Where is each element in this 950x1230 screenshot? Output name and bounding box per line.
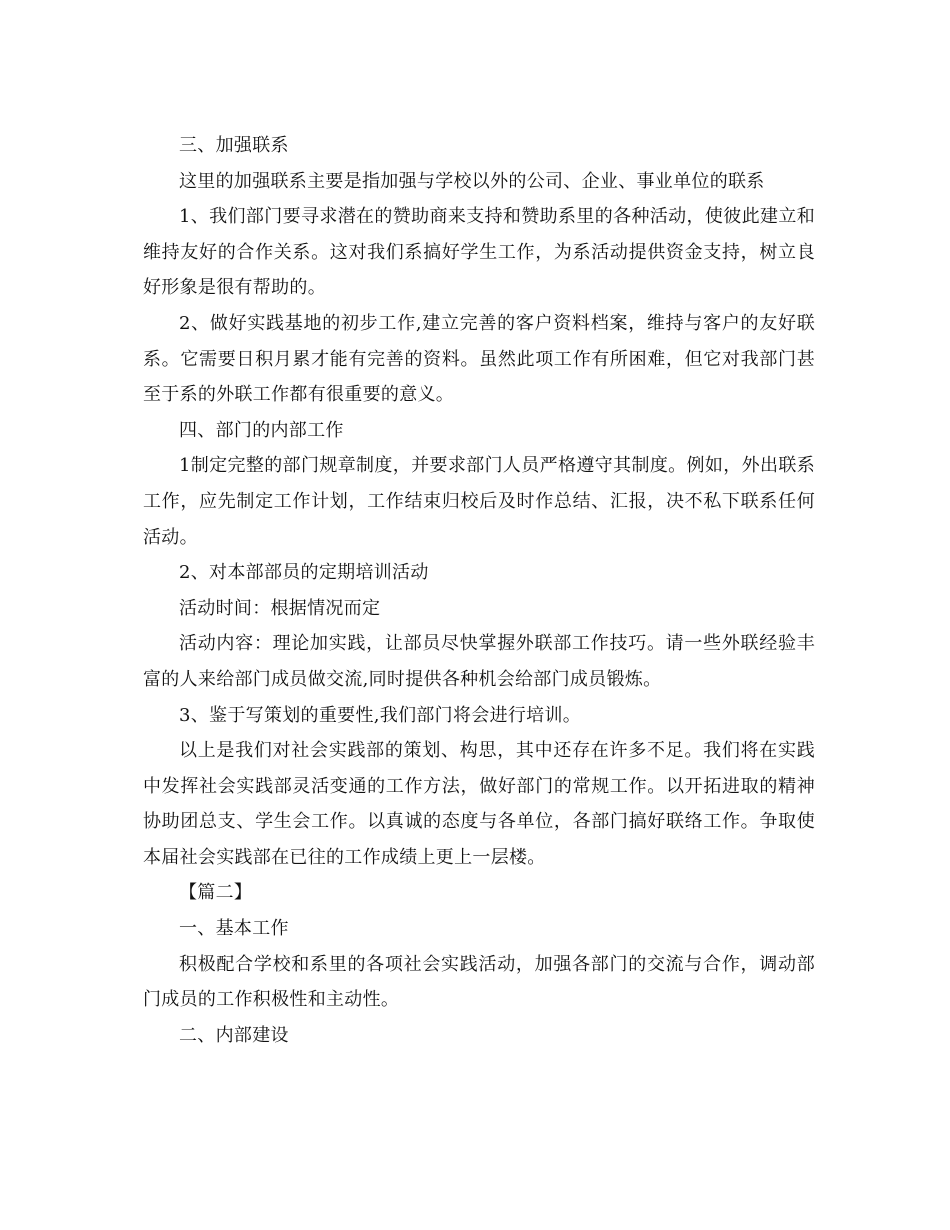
section-heading-internal-building: 二、内部建设 (179, 1024, 289, 1046)
paragraph-sponsors: 1、我们部门要寻求潜在的赞助商来支持和赞助系里的各种活动，使彼此建立和维持友好的合作关系。这对我们系搞好学生工作，为系活动提供资金支持，树立良好形象是很有帮助的。 (143, 206, 815, 299)
part-two-heading: 【篇二】 (179, 882, 253, 904)
paragraph-practice-base: 2、做好实践基地的初步工作,建立完善的客户资料档案，维持与客户的友好联系。它需要日积月累才能有完善的资料。虽然此项工作有所困难，但它对我部门甚至于系的外联工作都有很重要的意义。 (143, 312, 815, 406)
paragraph-training-title: 2、对本部部员的定期培训活动 (179, 562, 429, 584)
section-heading-basic-work: 一、基本工作 (179, 918, 289, 940)
paragraph-activity-time: 活动时间：根据情况而定 (179, 597, 381, 619)
paragraph-rules: 1制定完整的部门规章制度，并要求部门人员严格遵守其制度。例如，外出联系工作，应先制定工作计划，工作结束归校后及时作总结、汇报，决不私下联系任何活动。 (143, 455, 815, 548)
document-body (143, 128, 815, 1053)
paragraph-activity-content: 活动内容：理论加实践，让部员尽快掌握外联部工作技巧。请一些外联经验丰富的人来给部门成员做交流,同时提供各种机会给部门成员锻炼。 (143, 633, 815, 690)
paragraph-planning-training: 3、鉴于写策划的重要性,我们部门将会进行培训。 (179, 704, 582, 726)
paragraph-contact-intro: 这里的加强联系主要是指加强与学校以外的公司、企业、事业单位的联系 (179, 170, 765, 192)
paragraph-conclusion: 以上是我们对社会实践部的策划、构思，其中还存在许多不足。我们将在实践中发挥社会实践部灵活变通的工作方法，做好部门的常规工作。以开拓进取的精神协助团总支、学生会工作。以真诚的态度与各单位，各部门搞好联络工作。争取使本届社会实践部在已往的工作成绩上更上一层楼。 (143, 740, 815, 868)
section-heading-internal-work: 四、部门的内部工作 (179, 419, 344, 441)
paragraph-basic-work: 积极配合学校和系里的各项社会实践活动，加强各部门的交流与合作，调动部门成员的工作积极性和主动性。 (143, 953, 815, 1011)
section-heading-strengthen-contact: 三、加强联系 (179, 135, 289, 156)
